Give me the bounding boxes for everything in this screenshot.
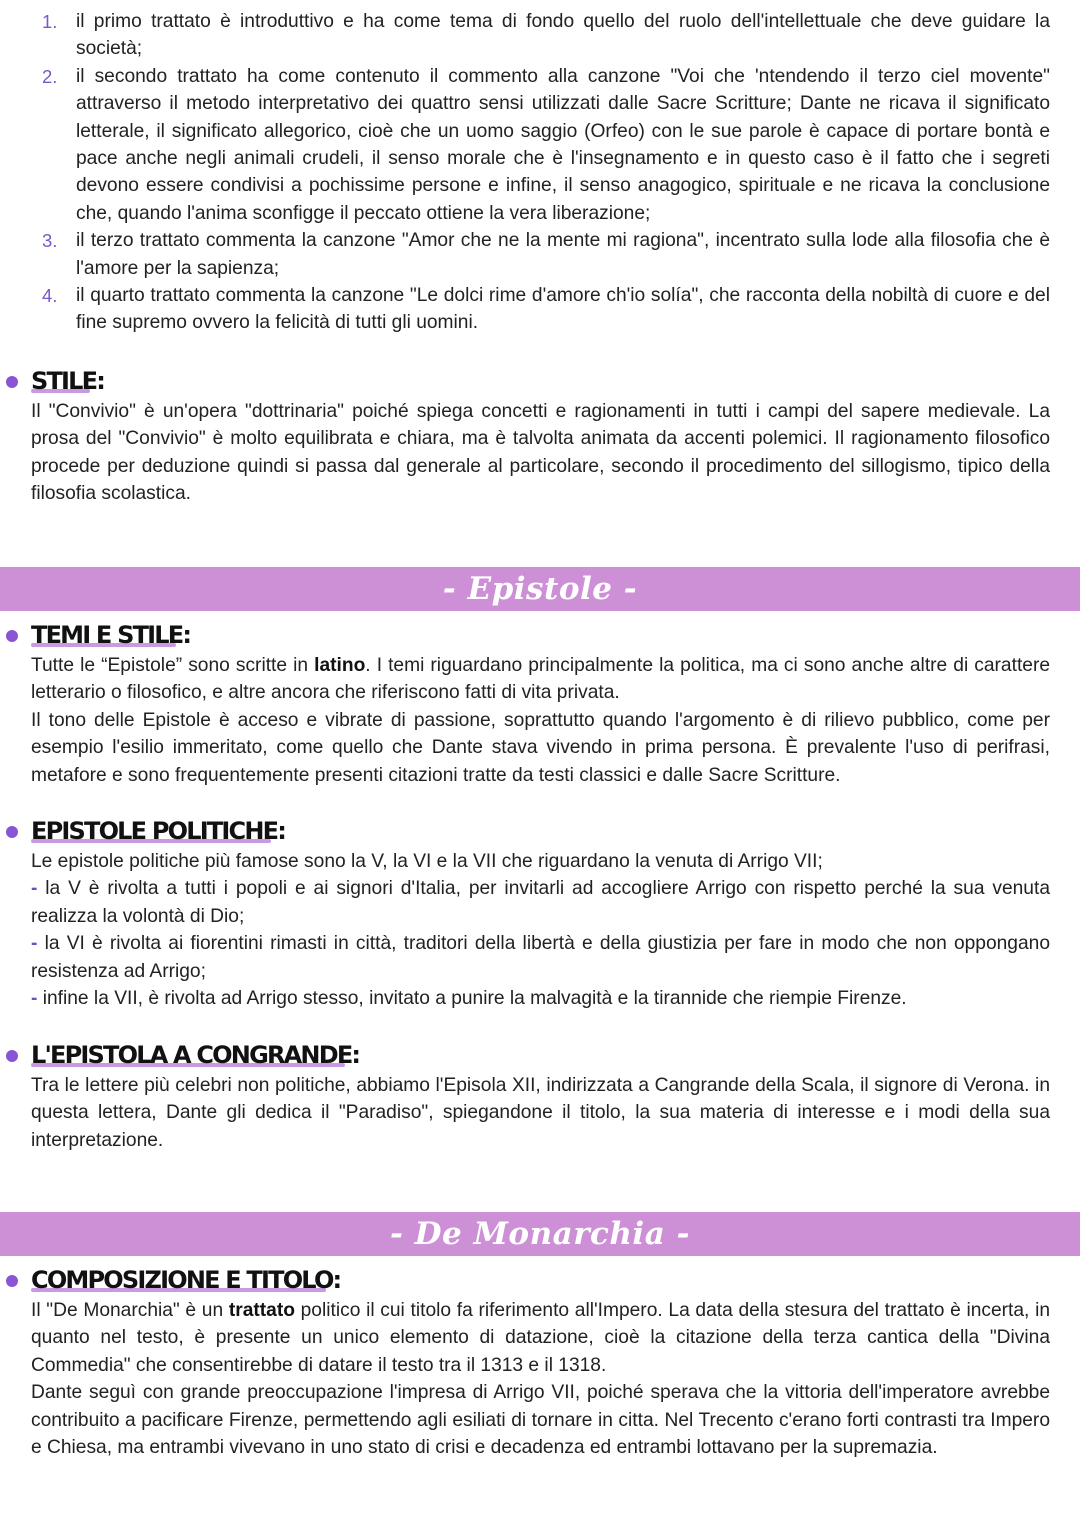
heading-text: TEMI E STILE: [31, 621, 191, 649]
list-number: 4. [42, 285, 58, 307]
heading-text: L'EPISTOLA A CONGRANDE: [31, 1041, 360, 1069]
section-composizione-e-titolo [0, 1263, 1080, 1461]
dash-item: - la V è rivolta a tutti i popoli e ai signori d'Italia, per invitarli ad accogliere Arrigo con rispetto perché la sua venuta realizza la volontà di Dio; [31, 878, 1050, 927]
list-item [42, 227, 1050, 282]
list-number: 1. [42, 11, 58, 32]
section-heading [0, 618, 1080, 652]
list-item-text: il secondo trattato ha come contenuto il commento alla canzone "Voi che 'ntendendo il terzo ciel movente" attraverso il metodo interpretativo dei quattro sensi utilizzati dalle Sacre Scritture; Dante ne ricava il significato letterale, il significato allegorico, cioè che un uomo saggio (Orfeo) con le sue parole è capace di portare bontà e pace anche negli animali crudeli, il senso morale che è l'insegnamento e in questo caso è il fatto che i segreti devono essere condivisi a pochissime persone e infine, il senso anagogico, spirituale e ne ricava la conclusione che, quando l'anima sconfigge il peccato ottiene la vera liberazione; [76, 65, 1050, 224]
paragraph: Il "Convivio" è un'opera "dottrinaria" poiché spiega concetti e ragionamenti in tutti i campi del sapere medievale. La prosa del "Convivio" è molto equilibrata e chiara, ma è talvolta animata da accenti polemici. Il ragionamento filosofico procede per deduzione quindi si passa dal generale al particolare, secondo il procedimento del sillogismo, tipico della filosofia scolastica. [31, 401, 1050, 505]
dash-marker: - [31, 988, 38, 1010]
section-heading [0, 1263, 1080, 1297]
list-item [42, 282, 1050, 337]
dash-item: - infine la VII, è rivolta ad Arrigo stesso, invitato a punire la malvagità e la tirannide che riempie Firenze. [31, 988, 907, 1010]
section-epistole-politiche [0, 814, 1080, 1012]
dash-marker: - [31, 878, 38, 900]
list-number: 2. [42, 65, 58, 87]
convivio-treatise-list [42, 8, 1050, 337]
bullet-dot-icon [6, 1050, 18, 1062]
paragraph: Il tono delle Epistole è acceso e vibrate di passione, soprattutto quando l'argomento è di rilievo pubblico, come per esempio l'esilio immeritato, come quello che Dante stava vivendo in prima persona. È prevalente l'uso di perifrasi, metafore e sono frequentemente presenti citazioni tratte da testi classici e dalle Sacre Scritture. [31, 709, 1050, 786]
list-item [42, 63, 1050, 227]
section-temi-e-stile [0, 618, 1080, 789]
list-item-text: il quarto trattato commenta la canzone "Le dolci rime d'amore ch'io solía", che racconta della nobiltà di cuore e del fine supremo ovvero la felicità di tutti gli uomini. [76, 285, 1050, 334]
bullet-dot-icon [6, 630, 18, 642]
bold-term: latino [314, 655, 366, 676]
paragraph: Il "De Monarchia" è un trattato politico il cui titolo fa riferimento all'Impero. La data della stesura del trattato è incerta, in quanto nel testo, è presente un unico elemento di datazione, cioè la citazione della terza cantica della "Divina Commedia" che consentirebbe di datare il testo tra il 1313 e il 1318. [31, 1300, 1050, 1376]
bullet-dot-icon [6, 826, 18, 838]
section-heading [0, 814, 1080, 848]
paragraph: Tra le lettere più celebri non politiche, abbiamo l'Episola XII, indirizzata a Cangrande della Scala, il signore di Verona. in questa lettera, Dante gli dedica il "Paradiso", spiegandone il titolo, la sua materia di interesse e i modi della sua interpretazione. [31, 1075, 1050, 1151]
section-heading [0, 364, 1080, 398]
heading-text: STILE: [31, 367, 105, 395]
heading-text: COMPOSIZIONE E TITOLO: [31, 1266, 341, 1294]
paragraph: Le epistole politiche più famose sono la V, la VI e la VII che riguardano la venuta di Arrigo VII; [31, 851, 823, 872]
dash-marker: - [31, 933, 38, 955]
section-heading [0, 1038, 1080, 1072]
banner-title: - Epistole - [442, 571, 638, 607]
bullet-dot-icon [6, 376, 18, 388]
section-banner-epistole [0, 567, 1080, 611]
heading-text: EPISTOLE POLITICHE: [31, 817, 286, 845]
bullet-dot-icon [6, 1275, 18, 1287]
dash-item: - la VI è rivolta ai fiorentini rimasti in città, traditori della libertà e della giustizia per fare in modo che non oppongano resistenza ad Arrigo; [31, 933, 1050, 982]
list-item-text: il primo trattato è introduttivo e ha come tema di fondo quello del ruolo dell'intellettuale che deve guidare la società; [76, 11, 1050, 60]
section-banner-de-monarchia [0, 1212, 1080, 1256]
section-epistola-congrande [0, 1038, 1080, 1154]
list-item-text: il terzo trattato commenta la canzone "Amor che ne la mente mi ragiona", incentrato sulla lode alla filosofia che è l'amore per la sapienza; [76, 230, 1050, 279]
paragraph: Dante seguì con grande preoccupazione l'impresa di Arrigo VII, poiché sperava che la vittoria dell'imperatore avrebbe contribuito a pacificare Firenze, permettendo agli esiliati di tornare in citta. Nel Trecento c'erano forti contrasti tra Impero e Chiesa, ma entrambi vivevano in uno stato di crisi e decadenza ed entrambi lottavano per la supremazia. [31, 1382, 1050, 1459]
banner-title: - De Monarchia - [390, 1216, 690, 1252]
bold-term: trattato [228, 1300, 295, 1321]
section-stile [0, 364, 1080, 508]
list-item [42, 8, 1050, 63]
paragraph: Tutte le “Epistole” sono scritte in latino. I temi riguardano principalmente la politica, ma ci sono anche altre di carattere letterario o filosofico, e altre ancora che riferiscono fatti di vita privata. [31, 655, 1051, 704]
list-number: 3. [42, 230, 58, 252]
